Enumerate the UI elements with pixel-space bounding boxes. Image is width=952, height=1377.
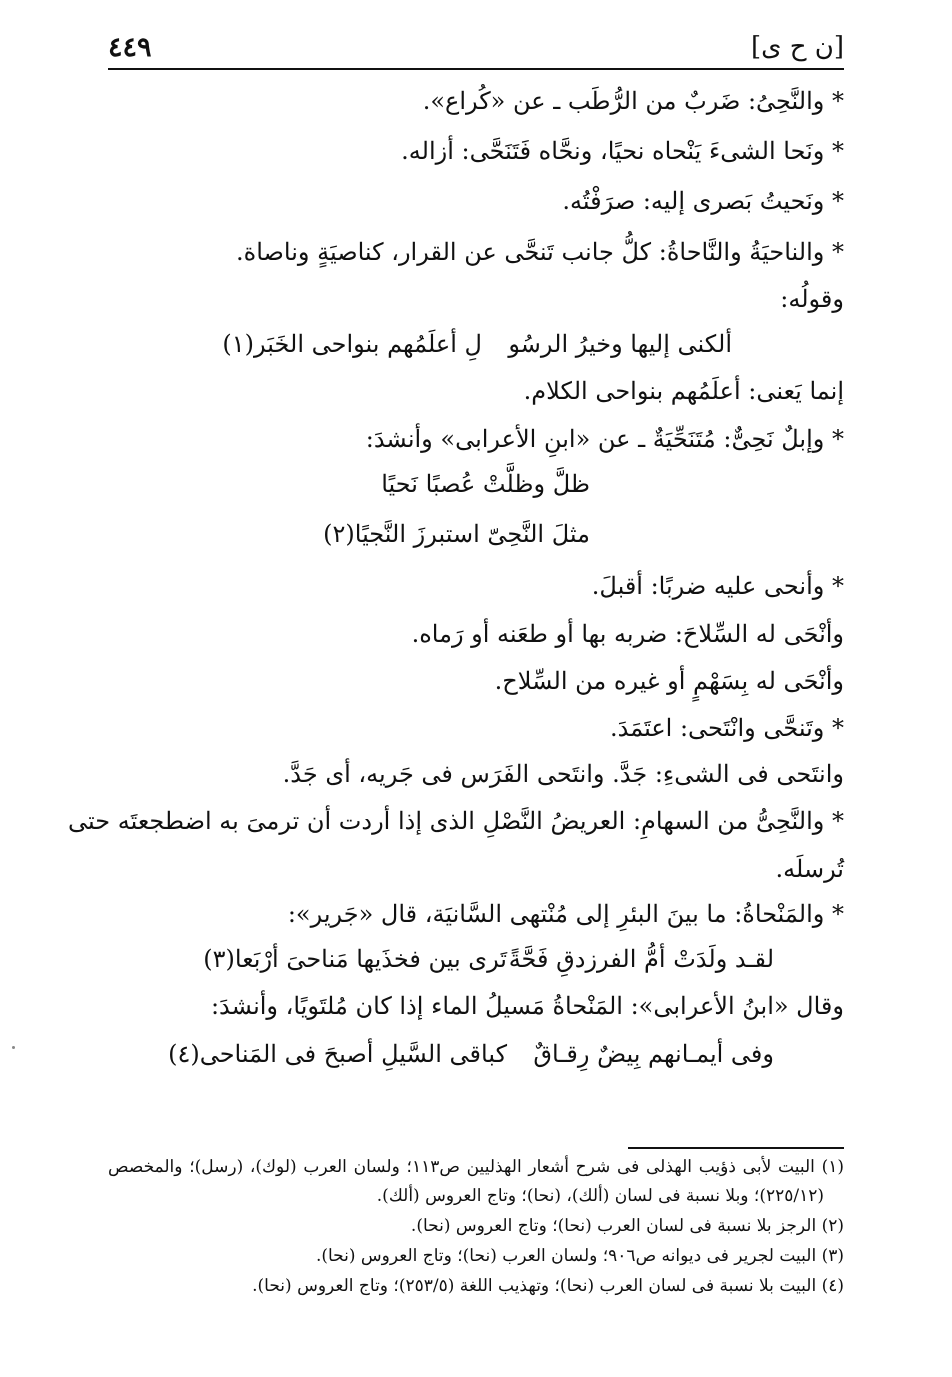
verse-first-hemistich: ألكنى إليها وخيرُ الرسُو xyxy=(508,330,732,358)
footnote: (٣) البيت لجرير فى ديوانه ص٩٠٦؛ ولسان العرب (نحا)؛ وتاج العروس (نحا). xyxy=(315,1246,844,1266)
rajaz-line: مثلَ النَّحِىّ استبرزَ النَّجيًا(٢) xyxy=(323,520,590,548)
page-header xyxy=(108,26,844,66)
entry-line: * والمَنْحاةُ: ما بينَ البئرِ إلى مُنْتهى السَّانيَة، قال «جَرير»: xyxy=(287,900,844,928)
footnote: (١) البيت لأبى ذؤيب الهذلى فى شرح أشعار الهذليين ص١١٣؛ ولسان العرب (لوك)، (رسل)؛ والمخصص xyxy=(108,1157,844,1177)
footnote-continuation: (٢٢٥/١٢)؛ وبلا نسبة فى لسان (ألك)، (نحا)؛ وتاج العروس (ألك). xyxy=(376,1186,824,1206)
verse-second-hemistich: لِ أعلَمُهم بنواحى الخَبَر(١) xyxy=(222,330,482,358)
scan-speck xyxy=(12,1046,15,1049)
verse-second-hemistich: كباقى السَّيلِ أصبحَ فى المَناحى(٤) xyxy=(168,1040,507,1068)
entry-line: تُرسلَه. xyxy=(775,855,844,883)
entry-line: وانتَحى فى الشىءِ: جَدَّ. وانتَحى الفَرَس فى جَريه، أى جَدَّ. xyxy=(282,760,844,788)
entry-line: * ونَحيتُ بَصرى إليه: صرَفْتُه. xyxy=(562,187,844,215)
footnote: (٢) الرجز بلا نسبة فى لسان العرب (نحا)؛ وتاج العروس (نحا). xyxy=(410,1216,844,1236)
rajaz-line: ظلَّ وظلَّتْ عُصبًا نَحيًا xyxy=(381,470,590,498)
section-heading: [ن ح ى] xyxy=(750,32,844,62)
entry-line: * والناحيَةُ والنَّاحاةُ: كلُّ جانب تَنحَّى عن القرار، كناصيَةٍ وناصاة. xyxy=(236,238,844,266)
entry-line: * وتَنحَّى وانْتَحى: اعتَمَدَ. xyxy=(610,714,844,742)
entry-line: وأنْحَى له بِسَهْمٍ أو غيره من السِّلاح. xyxy=(494,667,844,695)
entry-line: إنما يَعنى: أعلَمُهم بنواحى الكلام. xyxy=(523,377,844,405)
footnote-divider xyxy=(628,1147,844,1149)
entry-line: * ونَحا الشىءَ يَنْحاه نحيًا، ونحَّاه فَتَنَحَّى: أزاله. xyxy=(401,137,844,165)
header-divider xyxy=(108,68,844,70)
entry-line: وقال «ابنُ الأعرابى»: المَنْحاةُ مَسيلُ الماء إذا كان مُلتَويًا، وأنشدَ: xyxy=(210,992,844,1020)
verse-first-hemistich: لقـد ولَدَتْ أمُّ الفرزدقِ فَحَّةً xyxy=(508,945,774,973)
entry-line: * وأنحى عليه ضربًا: أقبلَ. xyxy=(591,572,844,600)
verse-second-hemistich: تَرى بين فخذَيها مَناحىَ أرْبَعا(٣) xyxy=(203,945,507,973)
entry-line: وقولُه: xyxy=(780,285,844,313)
footnote: (٤) البيت بلا نسبة فى لسان العرب (نحا)؛ وتهذيب اللغة (٢٥٣/٥)؛ وتاج العروس (نحا). xyxy=(252,1276,844,1296)
entry-line: * والنَّحِىُّ من السهامِ: العريضُ النَّصْلِ الذى إذا أردت أن ترمىَ به اضطجعتَه حتى xyxy=(68,807,844,835)
page-number: ٤٤٩ xyxy=(108,32,152,63)
entry-line: وأنْحَى له السِّلاحَ: ضربه بها أو طعَنه أو رَماه. xyxy=(411,620,844,648)
entry-line: * والنَّحِىُ: ضَربٌ من الرُّطَب ـ عن «كُراع». xyxy=(422,87,844,115)
entry-line: * وإبلٌ نَحِىٌّ: مُتَنَحِّيَةٌ ـ عن «ابنِ الأعرابى» وأنشدَ: xyxy=(365,425,844,453)
verse-first-hemistich: وفى أيمـانهم بِيضٌ رِقـاقٌ xyxy=(533,1040,774,1068)
